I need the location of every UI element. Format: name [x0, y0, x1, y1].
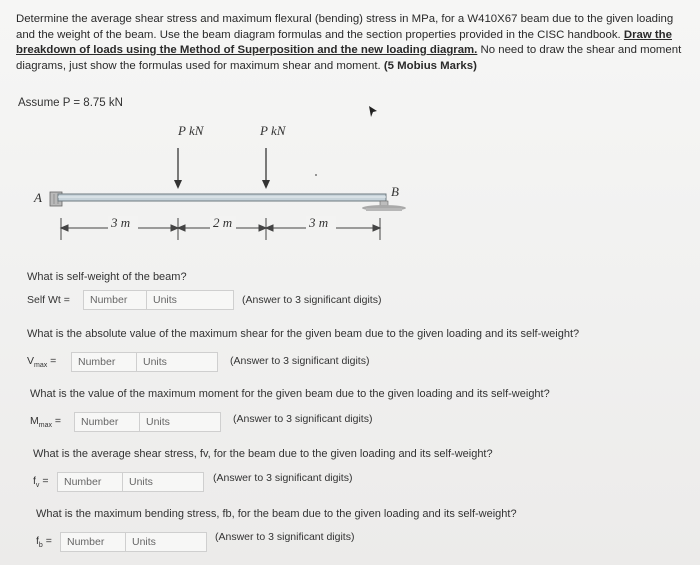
self-wt-label: Self Wt =: [27, 294, 70, 306]
question-2-hint: (Answer to 3 significant digits): [230, 355, 370, 367]
assume-load: Assume P = 8.75 kN: [18, 97, 123, 109]
marks-label: (5 Mobius Marks): [383, 59, 477, 72]
vmax-units-input[interactable]: Units: [136, 352, 218, 372]
question-2-text: What is the absolute value of the maximum shear for the given beam due to the given loading and its self-weight?: [27, 328, 580, 340]
fv-number-input[interactable]: Number: [57, 472, 123, 492]
fb-number-input[interactable]: Number: [60, 532, 126, 552]
question-4-text: What is the average shear stress, fv, for the beam due to the given loading and its self-weight?: [33, 448, 493, 460]
question-3-answer-row: [30, 411, 221, 433]
problem-instruction: Draw the breakdown of loads using the Method of Superposition and the new loading diagram.: [16, 28, 672, 56]
load-label-2: P kN: [260, 123, 286, 138]
question-3-text: What is the value of the maximum moment for the given beam due to the given loading and its self-weight?: [30, 388, 550, 400]
problem-statement: [16, 12, 692, 74]
fv-label: $f_v$ =: [33, 474, 49, 490]
question-4-hint: (Answer to 3 significant digits): [213, 472, 353, 484]
support-a-label: A: [34, 190, 42, 205]
question-3-hint: (Answer to 3 significant digits): [233, 413, 373, 425]
span-3-label: 3 m: [309, 215, 329, 230]
mmax-units-input[interactable]: Units: [139, 412, 221, 432]
fv-units-input[interactable]: Units: [122, 472, 204, 492]
problem-text-2: No need to draw the shear and moment diagrams, just show the formulas used for maximum shear and moment.: [16, 44, 682, 72]
question-5-text: What is the maximum bending stress, fb, for the beam due to the given loading and its self-weight?: [36, 508, 517, 520]
vmax-label: $V_{max}$ =: [27, 354, 57, 370]
load-arrow-2: [262, 148, 270, 189]
question-1-text: What is self-weight of the beam?: [27, 271, 187, 283]
question-1-answer-row: [27, 289, 234, 311]
question-4-answer-row: [33, 471, 204, 493]
span-2-label: 2 m: [213, 215, 233, 230]
question-2-answer-row: [27, 351, 218, 373]
problem-text-1: Determine the average shear stress and maximum flexural (bending) stress in MPa, for a W410X67 beam due to the given loading and the weight of the beam. Use the beam diagram formulas and the section properties provided in the CISC handbook.: [16, 13, 674, 41]
self-wt-number-input[interactable]: Number: [83, 290, 147, 310]
fb-label: $f_b$ =: [36, 534, 52, 550]
load-arrow-1: [174, 148, 182, 189]
mmax-number-input[interactable]: Number: [74, 412, 140, 432]
span-1-label: 3 m: [111, 215, 131, 230]
question-5-answer-row: [36, 531, 207, 553]
self-wt-units-input[interactable]: Units: [146, 290, 234, 310]
vmax-number-input[interactable]: Number: [71, 352, 137, 372]
load-label-1: P kN: [178, 123, 204, 138]
support-b-label: B: [391, 184, 399, 199]
mmax-label: $M_{max}$ =: [30, 414, 62, 430]
support-b-roller: [362, 201, 406, 211]
question-1-hint: (Answer to 3 significant digits): [242, 294, 382, 306]
fb-units-input[interactable]: Units: [125, 532, 207, 552]
mouse-cursor-icon: [368, 106, 378, 118]
beam-diagram: [28, 118, 418, 253]
question-5-hint: (Answer to 3 significant digits): [215, 531, 355, 543]
